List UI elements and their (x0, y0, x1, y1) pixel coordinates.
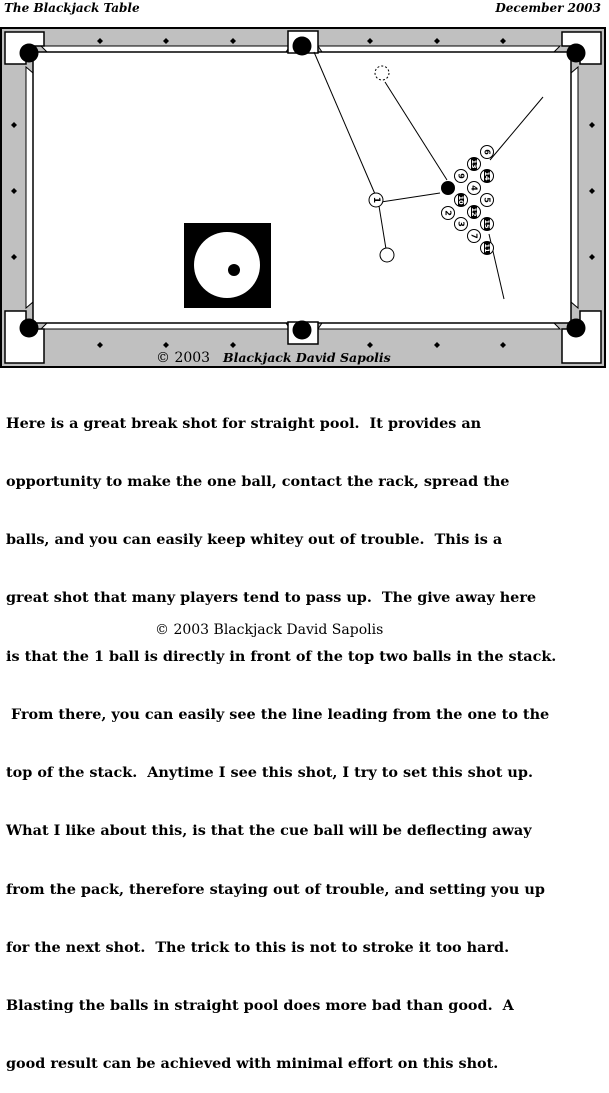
article-line: What I like about this, is that the cue ball will be deflecting away (6, 822, 532, 840)
header-title: The Blackjack Table (4, 1, 140, 15)
ghost-ball (375, 66, 389, 80)
object-ball-4 (468, 182, 481, 195)
table-surface (33, 52, 571, 323)
svg-text:6: 6 (482, 149, 492, 155)
object-ball-13 (468, 158, 481, 171)
object-ball-2 (442, 207, 455, 220)
object-ball-8 (442, 182, 455, 195)
cushion-right (571, 67, 578, 308)
article-line: opportunity to make the one ball, contact the rack, spread the (6, 473, 510, 491)
cushion-top-left (41, 46, 290, 52)
object-ball-12 (468, 206, 481, 219)
svg-text:4: 4 (469, 185, 479, 191)
article-line: from the pack, therefore staying out of trouble, and setting you up (6, 880, 545, 898)
article-line: top of the stack. Anytime I see this shot, I try to set this shot up. (6, 764, 533, 782)
svg-text:2: 2 (443, 210, 453, 216)
object-ball-10 (455, 194, 468, 207)
object-ball-15 (481, 218, 494, 231)
object-ball-11 (481, 242, 494, 255)
article-line: is that the 1 ball is directly in front of the top two balls in the stack. (6, 647, 557, 665)
article-text (6, 375, 606, 1093)
cue-ball (380, 248, 394, 262)
object-ball-5 (481, 194, 494, 207)
svg-text:1: 1 (371, 196, 381, 204)
svg-text:7: 7 (469, 233, 479, 239)
header-date: December 2003 (495, 1, 601, 15)
svg-text:11: 11 (483, 243, 491, 253)
object-ball-3 (455, 218, 468, 231)
table-copyright: © 2003 (156, 350, 211, 366)
pool-table-diagram (0, 22, 609, 372)
object-ball-7 (468, 230, 481, 243)
svg-text:3: 3 (456, 221, 466, 227)
pocket-bottom-side (288, 321, 318, 345)
pocket-top-side (288, 31, 318, 56)
article-line: good result can be achieved with minimal effort on this shot. (6, 1055, 499, 1073)
svg-text:14: 14 (483, 171, 491, 181)
object-ball-1 (369, 193, 383, 207)
article-line: Blasting the balls in straight pool does more bad than good. A (6, 997, 514, 1014)
object-ball-6 (481, 146, 494, 159)
article-line: great shot that many players tend to pass up. The give away here (6, 589, 537, 607)
article-line: From there, you can easily see the line leading from the one to the (6, 705, 550, 723)
svg-text:15: 15 (483, 219, 491, 229)
cushion-left (26, 67, 33, 308)
article-line: for the next shot. The trick to this is not to stroke it too hard. (6, 938, 510, 956)
cushion-bottom-left (41, 323, 290, 329)
svg-text:12: 12 (470, 207, 478, 217)
footer-copyright: © 2003 Blackjack David Sapolis (155, 622, 384, 638)
article-line: Here is a great break shot for straight pool. It provides an (6, 414, 482, 432)
svg-text:13: 13 (470, 159, 478, 169)
svg-text:10: 10 (457, 195, 465, 205)
object-ball-14 (481, 170, 494, 183)
object-ball-9 (455, 170, 468, 183)
table-author: Blackjack David Sapolis (223, 350, 391, 365)
article-line: balls, and you can easily keep whitey out of trouble. This is a (6, 531, 503, 549)
cushion-top-right (318, 46, 560, 52)
cushion-bottom-right (318, 323, 560, 329)
svg-text:9: 9 (456, 173, 466, 179)
svg-text:5: 5 (482, 197, 492, 203)
cue-tip-diagram (184, 223, 271, 308)
